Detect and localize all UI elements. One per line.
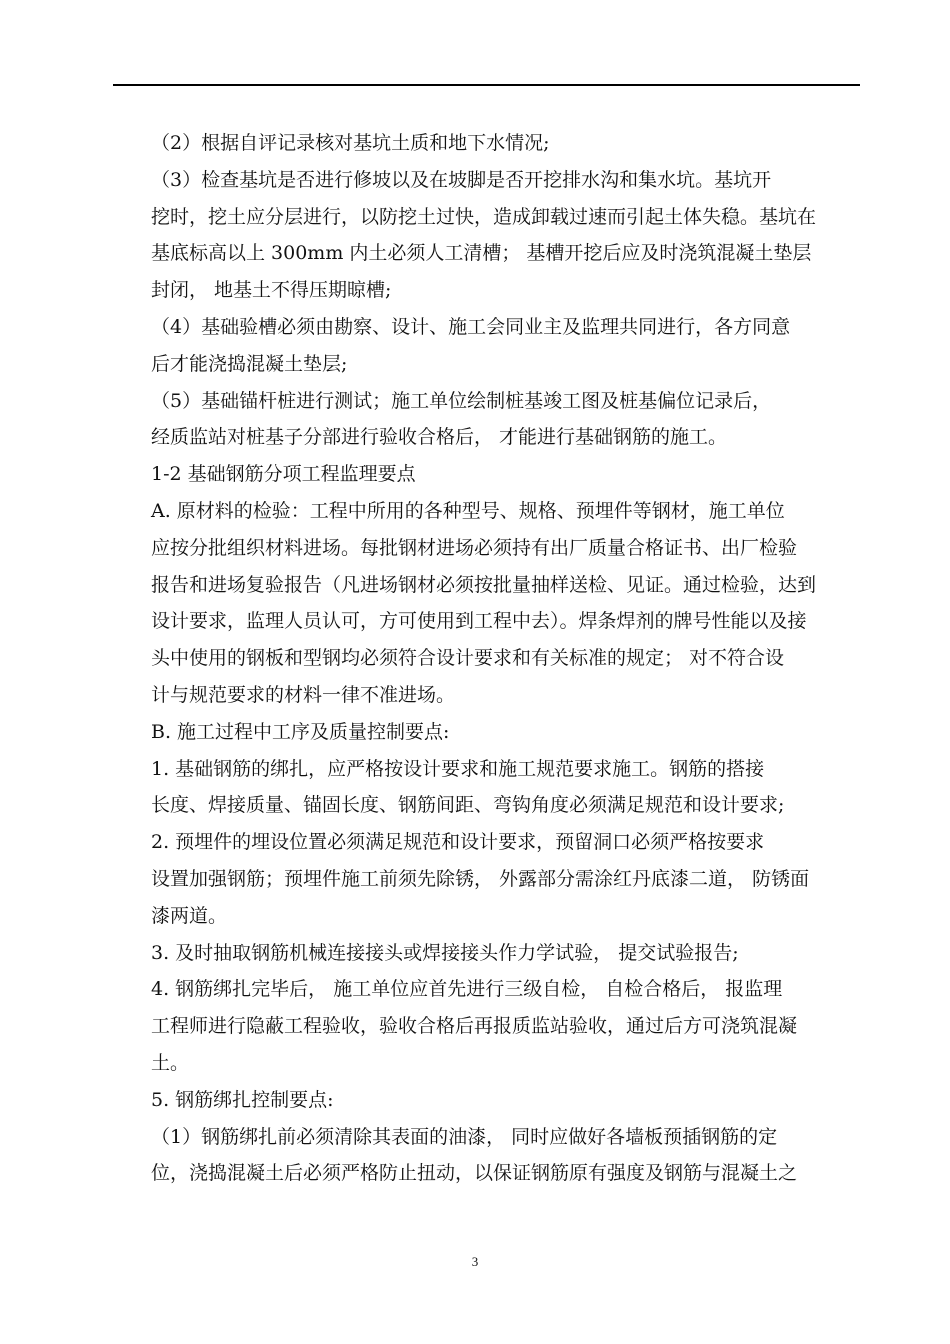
paragraph xyxy=(113,125,860,162)
text-line: 3. 及时抽取钢筋机械连接接头或焊接接头作力学试验， 提交试验报告; xyxy=(151,941,739,964)
text-line: 计与规范要求的材料一律不准进场。 xyxy=(151,683,456,706)
text-line: 后才能浇捣混凝土垫层; xyxy=(151,352,348,375)
text-line: 1. 基础钢筋的绑扎，应严格按设计要求和施工规范要求施工。钢筋的搭接 xyxy=(151,757,765,780)
page-number: 3 xyxy=(471,1254,479,1269)
text-line: （1）钢筋绑扎前必须清除其表面的油漆， 同时应做好各墙板预插钢筋的定 xyxy=(151,1125,778,1148)
text-line: 4. 钢筋绑扎完毕后， 施工单位应首先进行三级自检， 自检合格后， 报监理 xyxy=(151,978,783,1001)
text-line: 漆两道。 xyxy=(151,904,228,927)
text-line: （5）基础锚杆桩进行测试；施工单位绘制桩基竣工图及桩基偏位记录后， xyxy=(151,389,772,412)
paragraph xyxy=(113,383,860,457)
header-rule xyxy=(113,84,860,86)
text-line: （2）根据自评记录核对基坑土质和地下水情况; xyxy=(151,132,550,154)
text-line: 经质监站对桩基子分部进行验收合格后， 才能进行基础钢筋的施工。 xyxy=(151,426,728,449)
text-line: 封闭， 地基土不得压期晾槽; xyxy=(151,279,392,302)
paragraph xyxy=(113,162,860,309)
text-line: 设计要求，监理人员认可，方可使用到工程中去）。焊条焊剂的牌号性能以及接 xyxy=(151,610,807,633)
text-line: 长度、焊接质量、锚固长度、钢筋间距、弯钩角度必须满足规范和设计要求; xyxy=(151,794,785,817)
text-line: 应按分批组织材料进场。每批钢材进场必须持有出厂质量合格证书、出厂检验 xyxy=(151,536,798,559)
text-line: 工程师进行隐蔽工程验收，验收合格后再报质监站验收，通过后方可浇筑混凝 xyxy=(151,1015,798,1038)
text-line: 挖时，挖土应分层进行，以防挖土过快，造成卸载过速而引起土体失稳。基坑在 xyxy=(151,205,817,228)
text-line: 1-2 基础钢筋分项工程监理要点 xyxy=(151,463,416,486)
text-line: 头中使用的钢板和型钢均必须符合设计要求和有关标准的规定； 对不符合设 xyxy=(151,647,785,670)
text-line: 5. 钢筋绑扎控制要点: xyxy=(151,1088,334,1111)
paragraph xyxy=(113,309,860,383)
paragraph xyxy=(113,456,860,493)
text-line: 报告和进场复验报告（凡进场钢材必须按批量抽样送检、见证。通过检验，达到 xyxy=(151,573,817,596)
text-line: （3）检查基坑是否进行修坡以及在坡脚是否开挖排水沟和集水坑。基坑开 xyxy=(151,168,772,191)
text-line: 基底标高以上 300mm 内土必须人工清槽； 基槽开挖后应及时浇筑混凝土垫层 xyxy=(151,242,812,265)
paragraph xyxy=(113,1082,860,1119)
paragraph xyxy=(113,714,860,751)
document-body xyxy=(113,125,860,1192)
text-line: 土。 xyxy=(151,1051,190,1074)
text-line: A. 原材料的检验：工程中所用的各种型号、规格、预埋件等钢材，施工单位 xyxy=(151,499,785,522)
text-line: 设置加强钢筋；预埋件施工前须先除锈， 外露部分需涂红丹底漆二道， 防锈面 xyxy=(151,867,810,890)
paragraph xyxy=(113,824,860,934)
paragraph xyxy=(113,751,860,825)
text-line: 2. 预埋件的埋设位置必须满足规范和设计要求，预留洞口必须严格按要求 xyxy=(151,831,765,854)
text-line: B. 施工过程中工序及质量控制要点: xyxy=(151,720,450,743)
paragraph xyxy=(113,1119,860,1193)
paragraph xyxy=(113,493,860,714)
paragraph xyxy=(113,935,860,972)
paragraph xyxy=(113,971,860,1081)
text-line: （4）基础验槽必须由勘察、设计、施工会同业主及监理共同进行，各方同意 xyxy=(151,315,791,338)
text-line: 位，浇捣混凝土后必须严格防止扭动，以保证钢筋原有强度及钢筋与混凝土之 xyxy=(151,1162,798,1185)
